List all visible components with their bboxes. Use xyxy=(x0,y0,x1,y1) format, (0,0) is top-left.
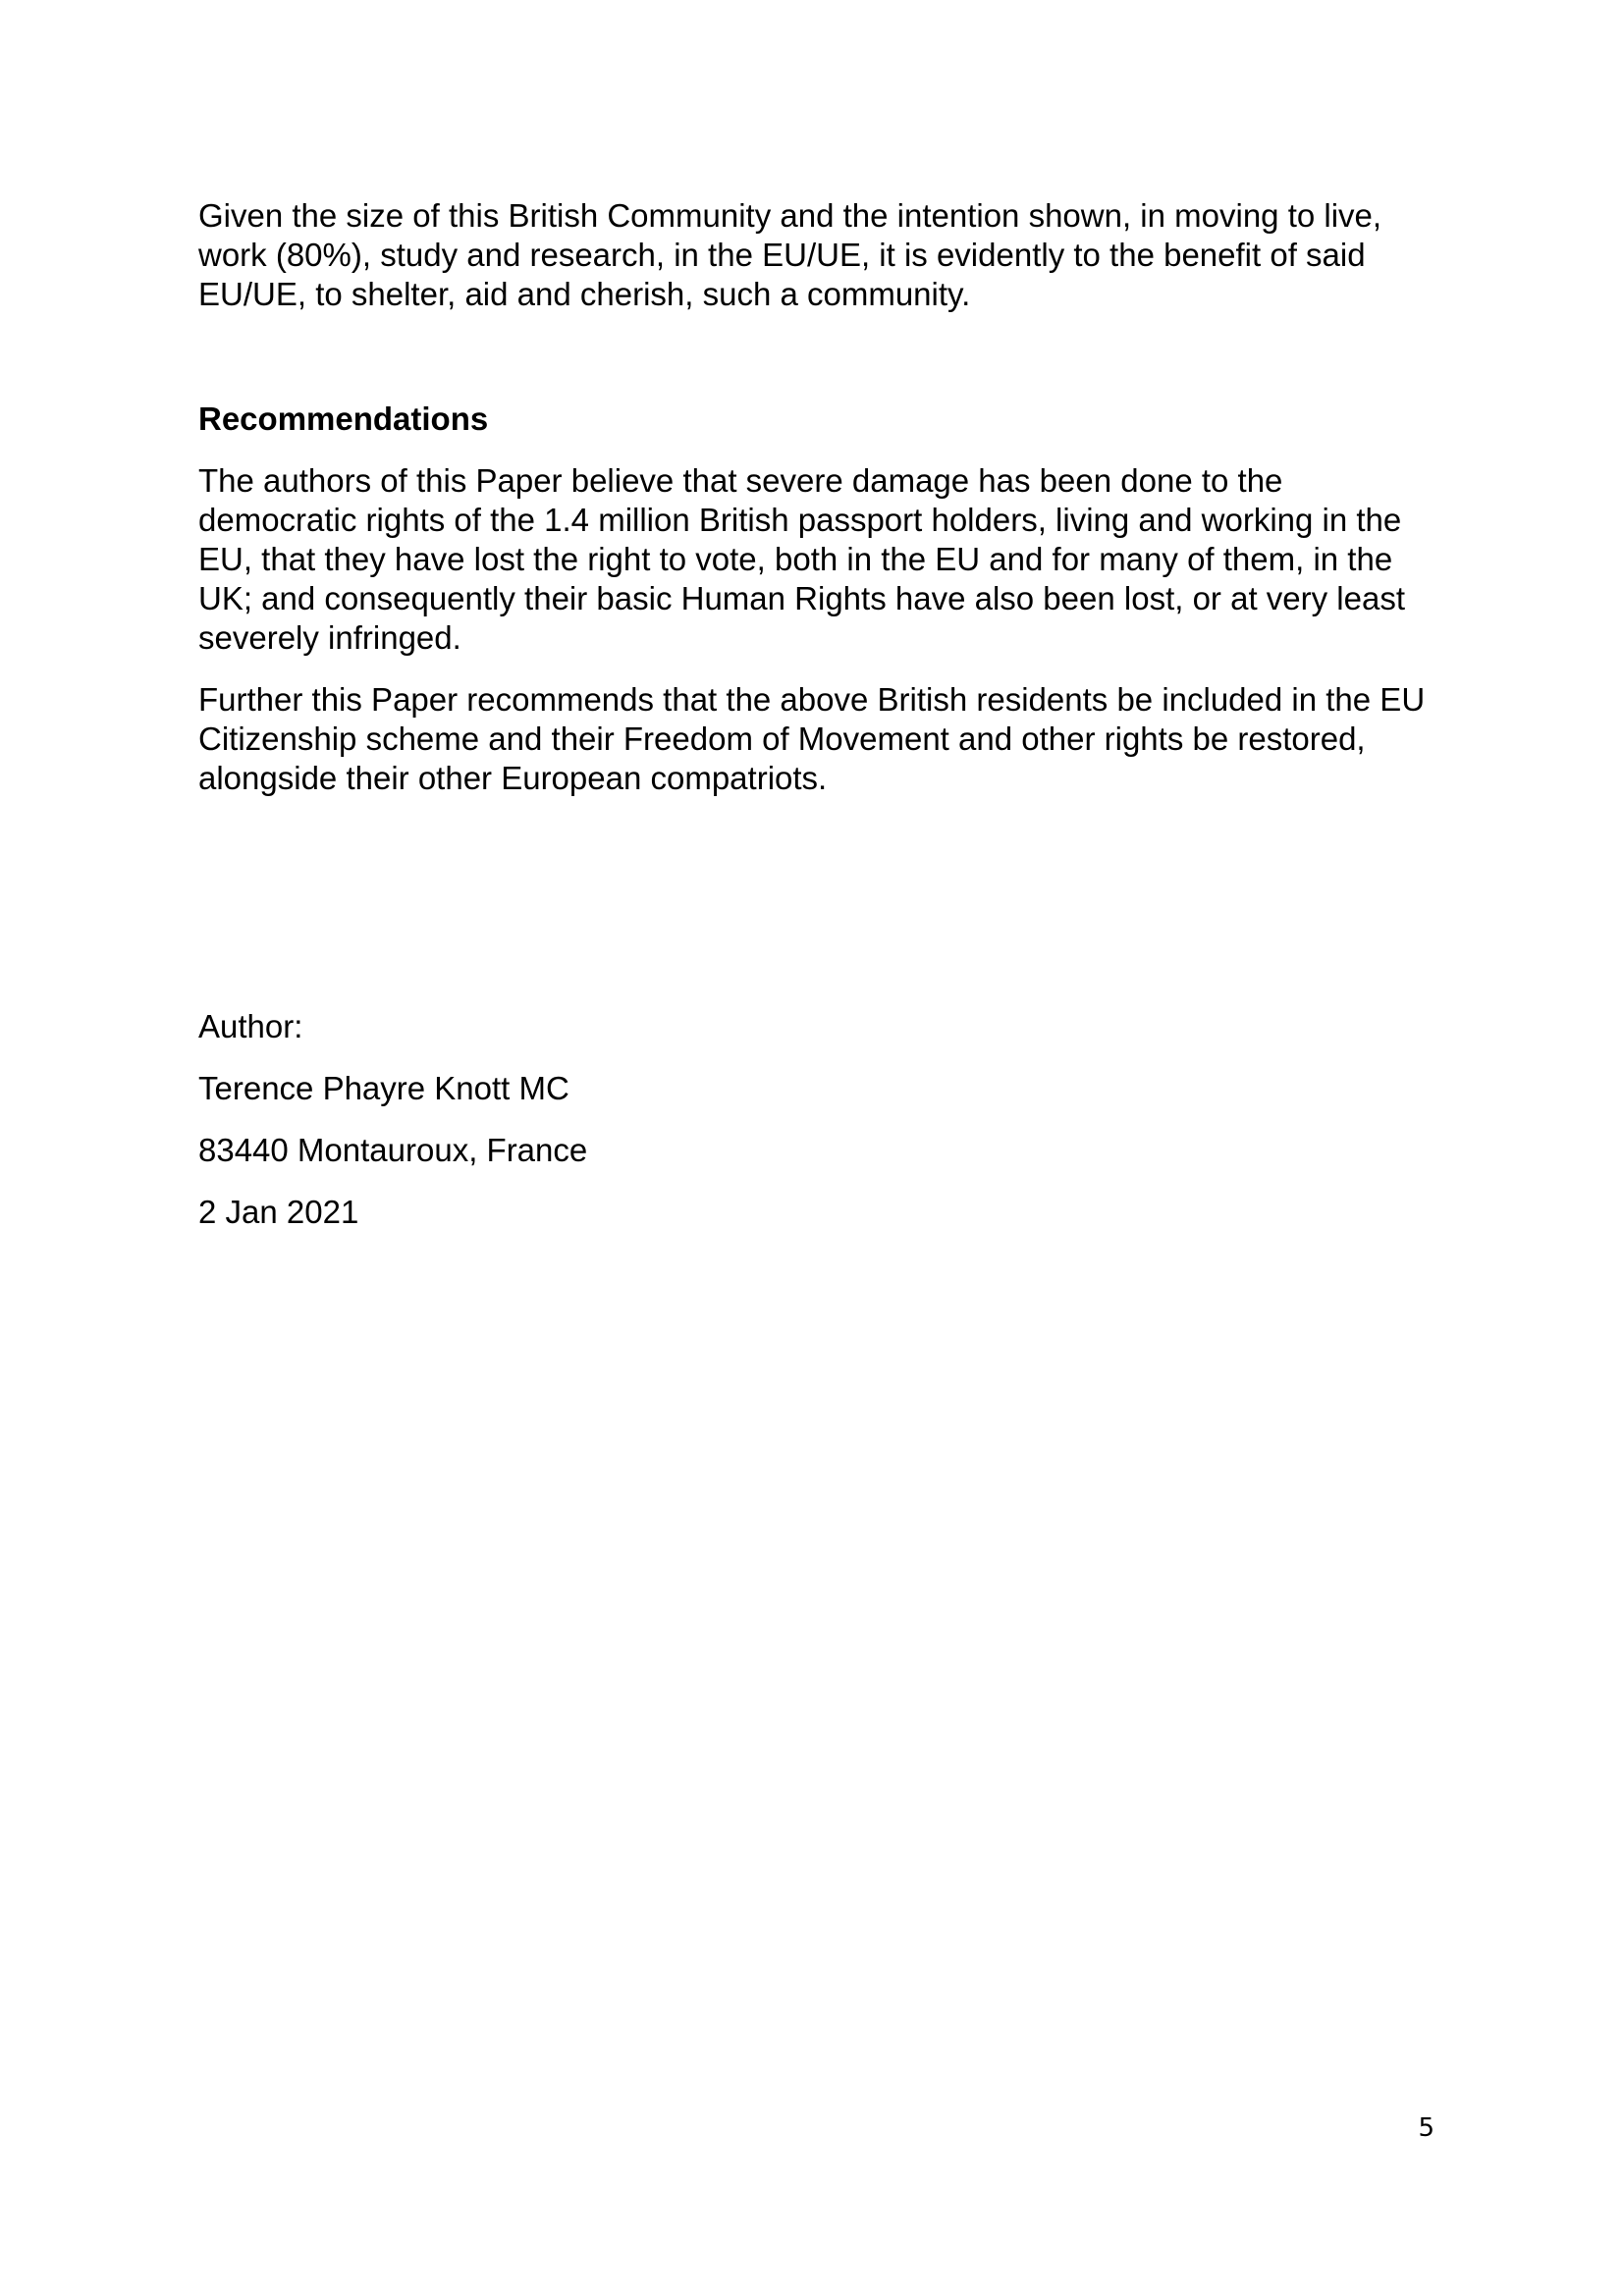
recommendations-heading: Recommendations xyxy=(198,400,489,437)
recommendations-paragraph-2: Further this Paper recommends that the above British residents be included in the EU Citizenship scheme and their Freedom of Movement and other rights be restored, alongside their other European compatriots. xyxy=(198,681,1426,796)
author-location: 83440 Montauroux, France xyxy=(198,1132,588,1168)
intro-paragraph: Given the size of this British Community and the intention shown, in moving to live, work (80%), study and research, in the EU/UE, it is evidently to the benefit of said EU/UE, to shelter, aid and cherish, such a community. xyxy=(198,197,1382,312)
author-name: Terence Phayre Knott MC xyxy=(198,1070,569,1106)
page-number: 5 xyxy=(1418,2113,1434,2143)
author-label: Author: xyxy=(198,1008,303,1044)
author-date: 2 Jan 2021 xyxy=(198,1194,359,1230)
recommendations-paragraph-1: The authors of this Paper believe that severe damage has been done to the democratic rights of the 1.4 million British passport holders, living and working in the EU, that they have lost the right to vote, both in the EU and for many of them, in the UK; and consequently their basic Human Rights have also been lost, or at very least severely infringed. xyxy=(198,462,1405,656)
